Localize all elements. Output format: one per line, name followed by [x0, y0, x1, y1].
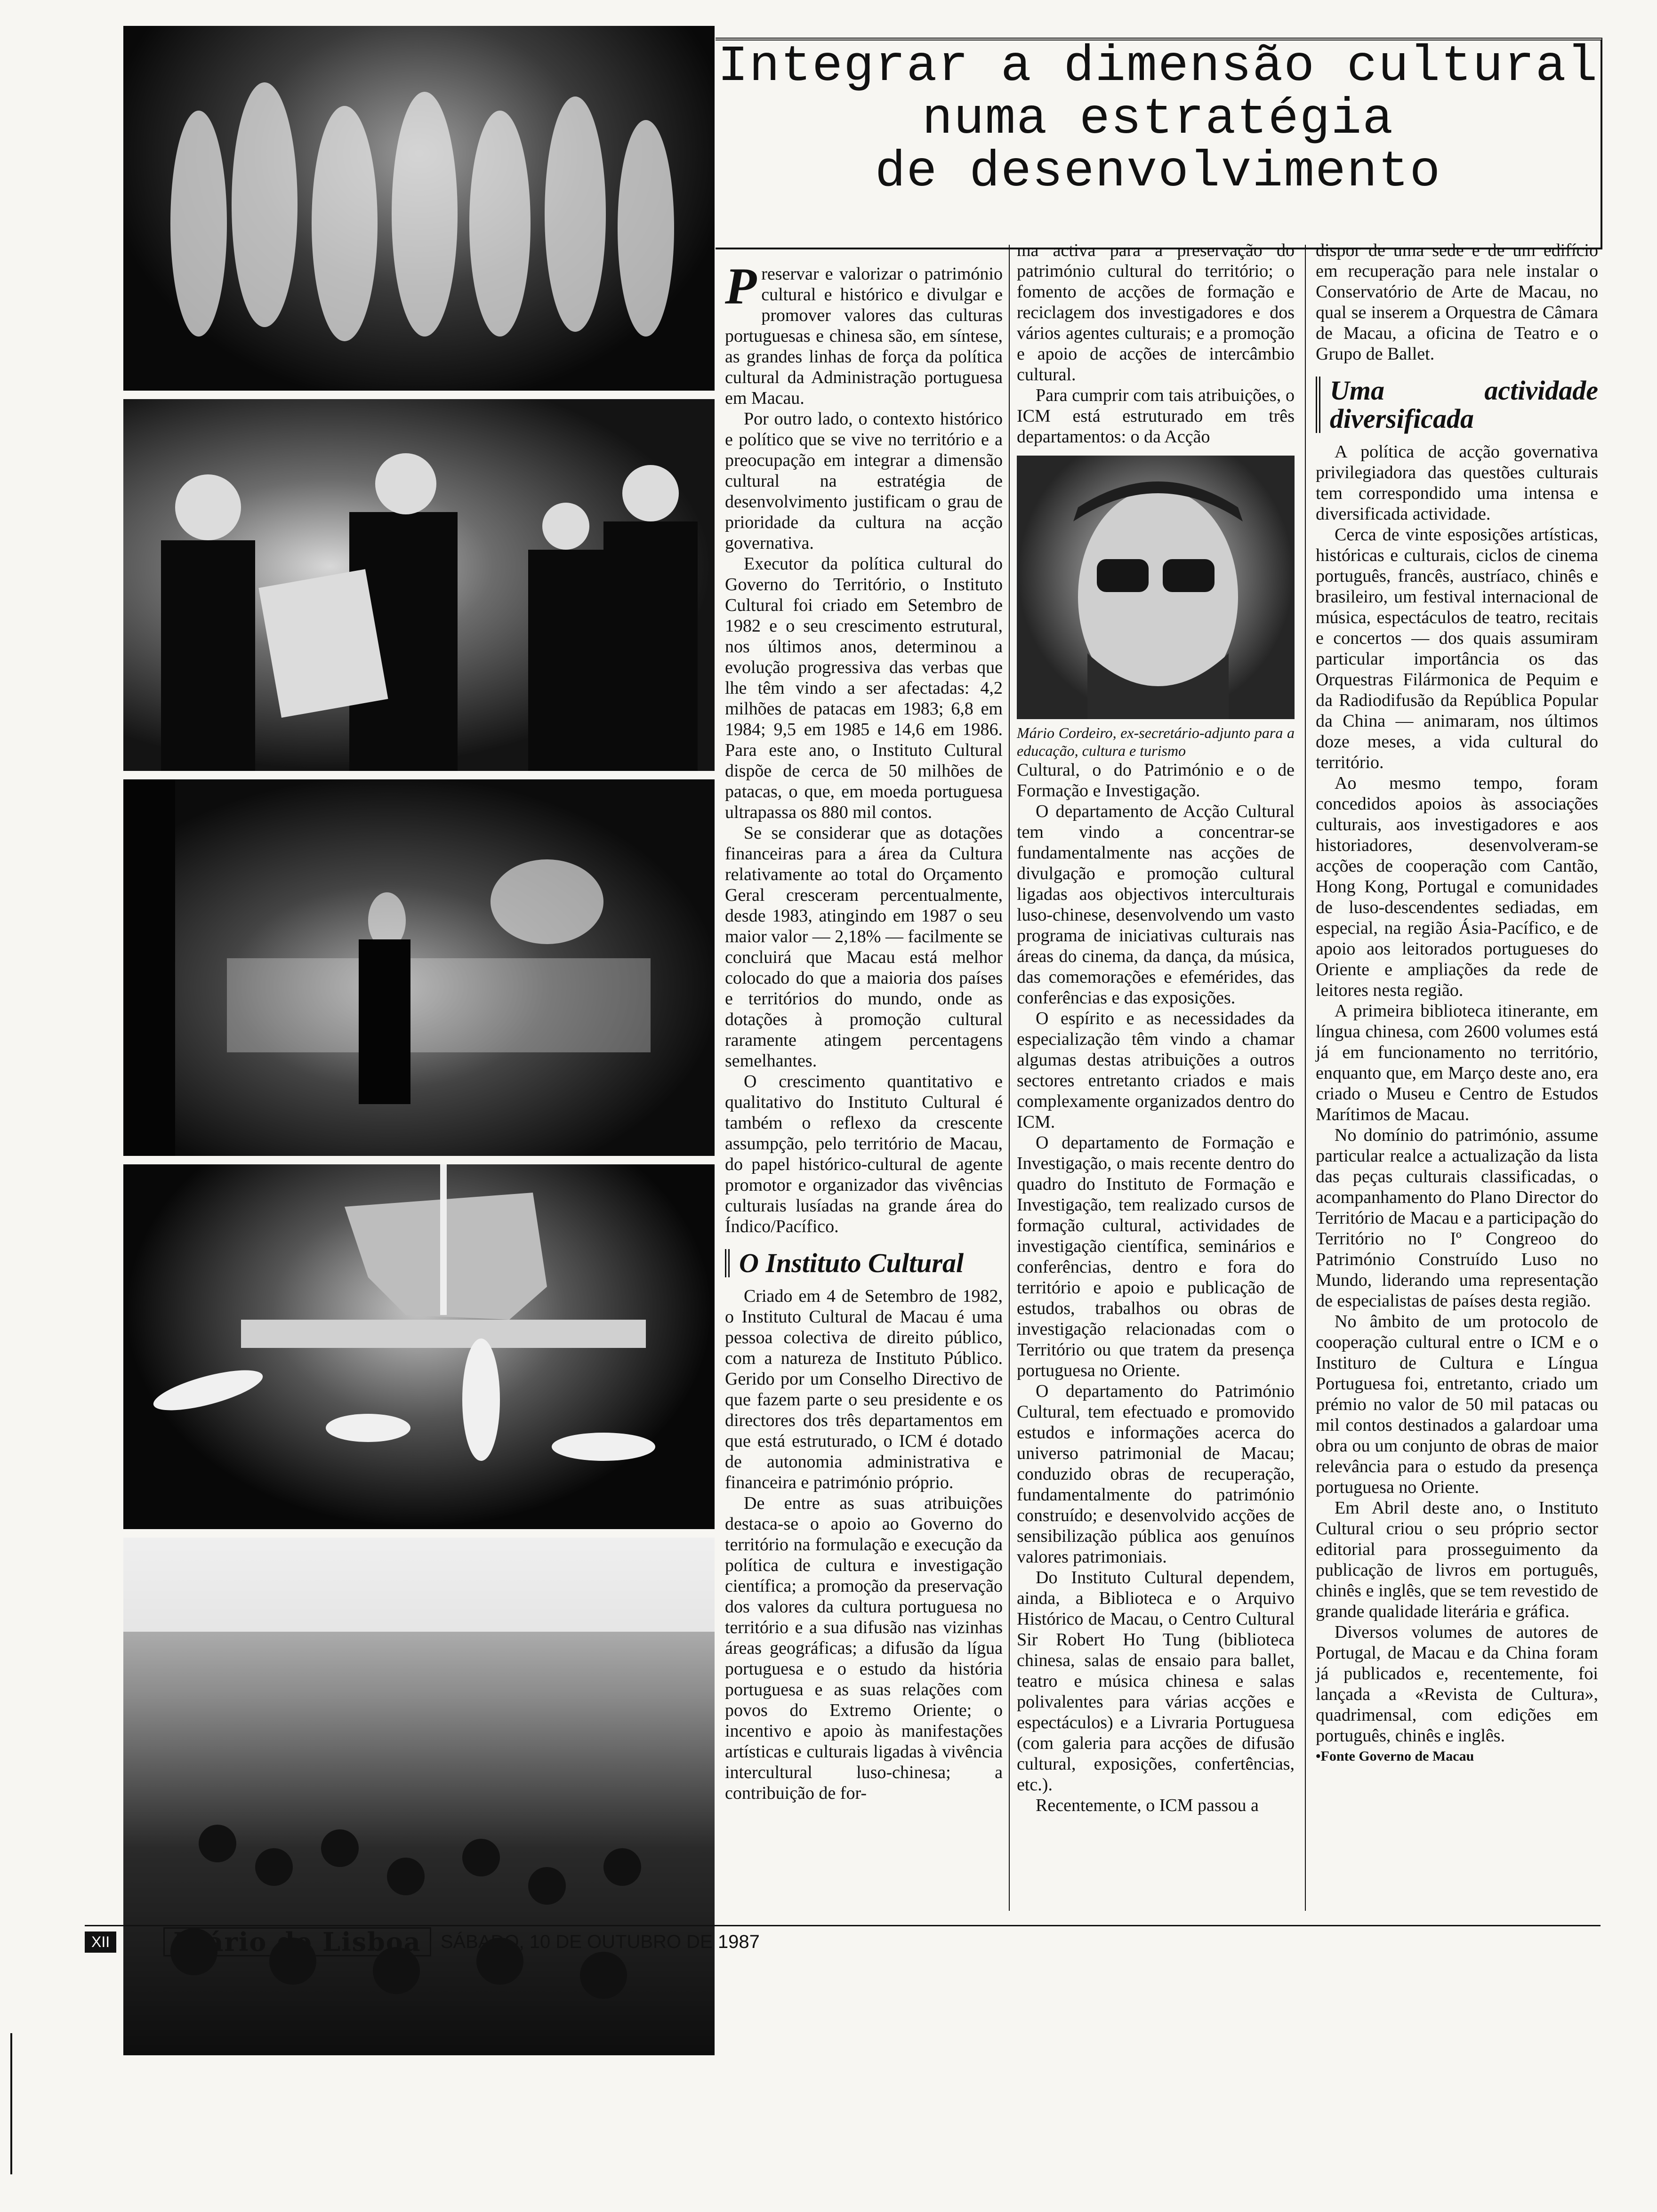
paragraph: O crescimento quantitativo e qualitativo do Instituto Cultural é também o reflexo da crescente assumpção, pelo território de Macau, do papel histórico-cultural de agente promotor e organizador das vivências culturais lusíadas na grande área do Índico/Pacífico.	[725, 1072, 1003, 1236]
lead-text: reservar e valorizar o património cultural e histórico e divulgar e promover valores das culturas portuguesas e chinesa são, em síntese, as grandes linhas de força da política cultural da Administração portuguesa em Macau.	[725, 264, 1003, 408]
source-credit: •Fonte Governo de Macau	[1316, 1748, 1474, 1764]
paragraph: Em Abril deste ano, o Instituto Cultural criou o seu próprio sector editorial para prosseguimento da publicação de livros em português, chinês e inglês, que se tem revestido de grande qualidade literária e gráfica.	[1316, 1498, 1598, 1621]
paragraph: Por outro lado, o contexto histórico e político que se vive no território e a preocupação em integrar a dimensão cultural na estratégia de desenvolvimento justificam o grau de prioridade da cultura na acção governativa.	[725, 409, 1003, 553]
newspaper-masthead: Diário de Lisboa	[163, 1927, 431, 1956]
paragraph: Se se considerar que as dotações financeiras para a área da Cultura relativamente ao total do Orçamento Geral cresceram percentualmente, desde 1983, atingindo em 1987 o seu maior valor — 2,18% — facilmente se concluirá que Macau está melhor colocado do que a maioria dos países e territórios do mundo, onde as dotações à promoção cultural raramente atingem percentagens semelhantes.	[725, 823, 1003, 1071]
article-column-1	[725, 257, 1003, 1803]
paragraph: Do Instituto Cultural dependem, ainda, a Biblioteca e o Arquivo Histórico de Macau, o Centro Cultural Sir Robert Ho Tung (biblioteca chinesa, salas de ensaio para ballet, teatro e música chinesa e salas polivalentes para várias acções e espectáculos) e a Livraria Portuguesa (com galeria para acções de difusão cultural, exposições, confertências, etc.).	[1017, 1568, 1295, 1795]
article-headline	[716, 38, 1602, 249]
auditorium-concert-photo	[123, 1538, 715, 2055]
lead-paragraph	[725, 257, 1003, 409]
headline-line-3: de desenvolvimento	[875, 144, 1441, 201]
headline-line-1: Integrar a dimensão cultural	[717, 38, 1599, 96]
paragraph: A política de acção governativa privilegiadora das questões culturais tem correspondido uma intensa e diversificada actividade.	[1316, 442, 1598, 524]
paragraph: Para cumprir com tais atribuições, o ICM está estruturado em três departamentos: o da Acção	[1017, 385, 1295, 447]
paragraph: O departamento de Acção Cultural tem vindo a concentrar-se fundamentalmente nas acções de divulgação e promoção cultural ligadas aos objectivos interculturais luso-chinese, desenvolvendo um vasto programa de iniciativas culturais nas áreas do cinema, da dança, da música, das comemorações e efemérides, das conferências e das exposições.	[1017, 801, 1295, 1008]
page-footer	[85, 1929, 791, 1955]
portrait-photo	[1017, 456, 1295, 719]
dateline: SÁBADO, 10 DE OUTUBRO DE 1987	[440, 1931, 760, 1952]
drop-cap: P	[725, 257, 757, 315]
theatre-stage-photo	[123, 779, 715, 1156]
paragraph: Recentemente, o ICM passou a	[1036, 1795, 1259, 1815]
article-column-3	[1316, 240, 1598, 1767]
dance-performance-photo	[123, 1164, 715, 1529]
paragraph: ma activa para a preservação do património cultural do território; o fomento de acções de formação e reciclagem dos investigadores e dos vários agentes culturais; e a promoção e apoio de acções de intercâmbio cultural.	[1017, 240, 1295, 385]
column-rule	[1305, 245, 1306, 1911]
headline-line-2: numa estratégia	[922, 91, 1394, 148]
orchestra-conductor-photo	[123, 399, 715, 771]
footer-rule	[85, 1925, 1601, 1926]
paragraph: O espírito e as necessidades da especialização têm vindo a chamar algumas destas atribuições a outros sectores entretanto criados e mais complexamente organizados dentro do ICM.	[1017, 1009, 1295, 1132]
article-column-2	[1017, 240, 1295, 1816]
paragraph: dispor de uma sede e de um edifício em recuperação para nele instalar o Conservatório de Arte de Macau, no qual se inserem a Orquestra de Câmara de Macau, a oficina de Teatro e o Grupo de Ballet.	[1316, 240, 1598, 364]
paragraph: Cerca de vinte esposições artísticas, históricas e culturais, ciclos de cinema português, francês, austríaco, chinês e brasileiro, um festival internacional de música, espectáculos de teatro, recitais e concertos — dos quais assumiram particular importância os das Orquestras Filármonica de Pequim e da Radiodifusão da República Popular da China — animaram, nos últimos doze meses, a vida cultural do território.	[1316, 525, 1598, 772]
subhead-uma-actividade: Uma actividade diversificada	[1316, 377, 1598, 433]
paragraph: Ao mesmo tempo, foram concedidos apoios às associações culturais, aos investigadores e aos historiadores, desenvolveram-se acções de cooperação com Cantão, Hong Kong, Portugal e comunidades de luso-descendentes sediadas, em especial, na região Ásia-Pacífico, e de apoio aos leitorados portugueses do Oriente e ampliações da rede de leitores nesta região.	[1316, 773, 1598, 1000]
ballet-dancers-photo	[123, 26, 715, 391]
page-number: XII	[85, 1931, 116, 1953]
paragraph: Criado em 4 de Setembro de 1982, o Instituto Cultural de Macau é uma pessoa colectiva de direito público, com a natureza de Instituto Público. Gerido por um Conselho Directivo de que fazem parte o seu presidente e os directores dos três departamentos em que está estruturado, o ICM é dotado de autonomia administrativa e financeira e património próprio.	[725, 1286, 1003, 1492]
margin-mark	[10, 2033, 12, 2174]
column-rule	[1009, 245, 1010, 1911]
paragraph: No âmbito de um protocolo de cooperação cultural entre o ICM e o Instituro de Cultura e Língua Portuguesa foi, entretanto, criado um prémio no valor de 50 mil patacas ou mil contos destinados a galardoar uma obra ou um conjunto de obras de maior relevância para o estudo da presença portuguesa no Oriente.	[1316, 1312, 1598, 1497]
photo-column	[123, 26, 715, 2064]
paragraph: O departamento de Formação e Investigação, o mais recente dentro do quadro do Instituto de Formação e Investigação, tem realizado cursos de formação cultural, actividades de investigação científica, seminários e conferências, dentro e fora do território e apoio e publicação de estudos, trabalhos ou obras de investigação relacionadas com o Território ou que tratem da presença portuguesa no Oriente.	[1017, 1133, 1295, 1380]
paragraph: Executor da política cultural do Governo do Território, o Instituto Cultural foi criado em Setembro de 1982 e o seu crescimento estrutural, nos últimos anos, determinou a evolução progressiva das verbas que lhe têm vindo a ser afectadas: 4,2 milhões de patacas em 1983; 6,8 em 1984; 9,5 em 1985 e 14,6 em 1986. Para este ano, o Instituto Cultural dispõe de cerca de 50 milhões de patacas, o que, em moeda portuguesa ultrapassa os 880 mil contos.	[725, 554, 1003, 822]
paragraph: A primeira biblioteca itinerante, em língua chinesa, com 2600 volumes está já em funcionamento no território, enquanto que, em Março deste ano, era criado o Museu e Centro de Estudos Marítimos de Macau.	[1316, 1001, 1598, 1124]
portrait-caption: Mário Cordeiro, ex-secretário-adjunto para a educação, cultura e turismo	[1017, 724, 1295, 759]
paragraph: Diversos volumes de autores de Portugal, de Macau e da China foram já publicados e, recentemente, foi lançada a «Revista de Cultura», quadrimensal, com edições em português, chinês e inglês.	[1316, 1622, 1598, 1746]
subhead-instituto-cultural: O Instituto Cultural	[725, 1249, 1003, 1277]
paragraph: De entre as suas atribuições destaca-se o apoio ao Governo do território na formulação e execução da política de cultura e investigação científica; a promoção da preservação dos valores da cultura portuguesa no território e a sua difusão nas vizinhas áreas geográficas; a difusão da lígua portuguesa e o estudo da história portuguesa e as suas relações com povos do Extremo Oriente; o incentivo e apoio às manifestações artísticas e culturais ligadas à vivência intercultural luso-chinesa; a contribuição de for-	[725, 1493, 1003, 1803]
paragraph: Cultural, o do Património e o de Formação e Investigação.	[1017, 760, 1295, 801]
paragraph: No domínio do património, assume particular realce a actualização da lista das peças culturais classificadas, o acompanhamento do Plano Director do Território de Macau e a participação do Território no Iº Congreoo do Património Construído Luso no Mundo, liderando uma representação de especialistas de países desta região.	[1316, 1125, 1598, 1311]
paragraph: O departamento do Património Cultural, tem efectuado e promovido estudos e informações acerca do universo patrimonial de Macau; conduzido obras de recuperação, fundamentalmente do património construído; e desenvolvido acções de sensibilização pública aos genuínos valores patrimoniais.	[1017, 1381, 1295, 1567]
